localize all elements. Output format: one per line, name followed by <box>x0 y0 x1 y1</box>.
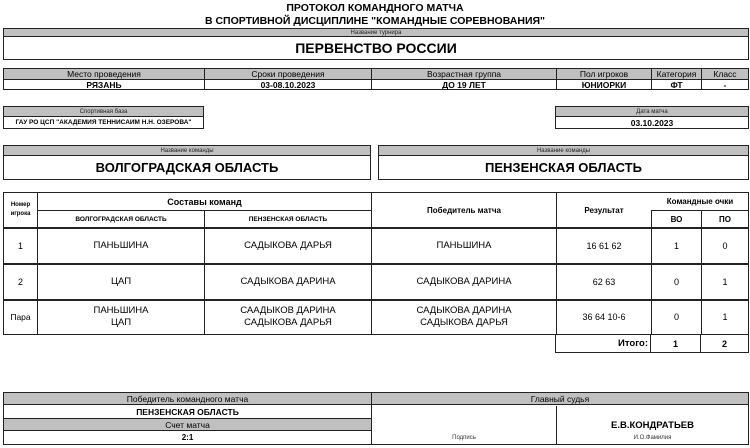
totals-row <box>555 334 749 353</box>
team1-box <box>3 145 371 180</box>
sport-base-label: Спортивная база <box>4 107 203 117</box>
totals-po: 2 <box>721 338 727 349</box>
gender-value: ЮНИОРКИ <box>581 79 627 90</box>
row3-number: Пара <box>10 312 31 322</box>
row3-team2-player-b: САДЫКОВА ДАРЬЯ <box>244 317 332 328</box>
dates-value: 03-08.10.2023 <box>260 79 316 90</box>
team2-box <box>378 145 749 180</box>
totals-label: Итого: <box>618 338 648 349</box>
class-label: Класс <box>713 69 737 79</box>
document-title-line1: ПРОТОКОЛ КОМАНДНОГО МАТЧА <box>286 2 464 14</box>
age-group-label: Возрастная группа <box>426 69 502 79</box>
row3-po: 1 <box>722 312 728 322</box>
header-lineups: Составы команд <box>167 196 242 207</box>
row3-team1-player-b: ЦАП <box>110 317 132 328</box>
header-team-points: Командные очки <box>666 197 734 206</box>
row3-team2-player-a: СААДЫКОВ ДАРИНА <box>240 305 336 316</box>
chief-judge-label: Главный судья <box>530 394 590 404</box>
team1-name: ВОЛГОГРАДСКАЯ ОБЛАСТЬ <box>95 160 279 175</box>
row1-winner: ПАНЬШИНА <box>436 240 492 251</box>
footer-table <box>3 392 749 445</box>
chief-judge-name: Е.В.КОНДРАТЬЕВ <box>610 419 694 431</box>
document-title-line2: В СПОРТИВНОЙ ДИСЦИПЛИНЕ "КОМАНДНЫЕ СОРЕВНОВАНИЯ" <box>204 15 546 27</box>
team2-label: Название команды <box>379 146 748 156</box>
row3-result: 36 64 10-6 <box>582 312 626 322</box>
matches-table <box>3 192 749 335</box>
header-team1: ВОЛГОГРАДСКАЯ ОБЛАСТЬ <box>75 215 167 223</box>
header-result: Результат <box>584 205 624 215</box>
row3-team1-pair <box>38 300 204 334</box>
match-score-value: 2:1 <box>181 433 194 442</box>
gender-label: Пол игроков <box>579 69 629 79</box>
info-table <box>3 68 749 90</box>
name-format-label: И.О.Фамилия <box>633 435 672 441</box>
row2-vo: 0 <box>673 276 679 287</box>
row1-po: 0 <box>722 240 728 251</box>
row3-winner-pair <box>372 300 556 334</box>
row2-result: 62 63 <box>592 276 616 287</box>
header-match-winner: Победитель матча <box>427 205 501 215</box>
sport-base-value: ГАУ РО ЦСП "АКАДЕМИЯ ТЕННИСАИМ Н.Н. ОЗЕРОВА" <box>15 119 192 126</box>
team-match-winner-value: ПЕНЗЕНСКАЯ ОБЛАСТЬ <box>136 407 239 417</box>
header-vo: ВО <box>670 214 683 224</box>
header-po: ПО <box>719 214 731 224</box>
row3-winner-a: САДЫКОВА ДАРИНА <box>416 305 512 316</box>
team2-name: ПЕНЗЕНСКАЯ ОБЛАСТЬ <box>485 160 642 175</box>
row3-vo: 0 <box>673 312 679 322</box>
tournament-label: Название турнира <box>4 29 748 37</box>
row1-number: 1 <box>17 240 23 251</box>
class-value: - <box>723 79 727 90</box>
row2-winner: САДЫКОВА ДАРИНА <box>416 276 512 287</box>
dates-label: Сроки проведения <box>251 69 325 79</box>
match-score-label: Счет матча <box>165 419 210 430</box>
sport-base-box <box>3 106 204 129</box>
header-team2: ПЕНЗЕНСКАЯ ОБЛАСТЬ <box>248 215 328 223</box>
row2-team1-player: ЦАП <box>110 276 132 287</box>
row2-team2-player: САДЫКОВА ДАРИНА <box>240 276 336 287</box>
totals-vo: 1 <box>672 338 678 349</box>
row1-team2-player: САДЫКОВА ДАРЬЯ <box>244 240 332 251</box>
row1-team1-player: ПАНЬШИНА <box>93 240 149 251</box>
match-date-label: Дата матча <box>556 107 748 117</box>
venue-label: Место проведения <box>67 69 141 79</box>
row2-po: 1 <box>722 276 728 287</box>
row1-result: 16 61 62 <box>586 240 622 251</box>
age-group-value: ДО 19 ЛЕТ <box>442 79 486 90</box>
match-date-box <box>555 106 749 129</box>
row1-vo: 1 <box>673 240 679 251</box>
signature-label: Подпись <box>452 435 476 441</box>
row3-winner-b: САДЫКОВА ДАРЬЯ <box>420 317 508 328</box>
team1-label: Название команды <box>4 146 370 156</box>
header-player-number: Номер игрока <box>10 202 31 217</box>
tournament-name: ПЕРВЕНСТВО РОССИИ <box>295 40 457 56</box>
match-date-value: 03.10.2023 <box>630 117 674 128</box>
row2-number: 2 <box>17 276 23 287</box>
tournament-box <box>3 28 749 60</box>
category-value: ФТ <box>670 79 683 90</box>
category-label: Категория <box>656 69 697 79</box>
row3-team2-pair <box>205 300 371 334</box>
venue-value: РЯЗАНЬ <box>86 79 122 90</box>
team-match-winner-label: Победитель командного матча <box>126 394 249 404</box>
row3-team1-player-a: ПАНЬШИНА <box>93 305 149 316</box>
